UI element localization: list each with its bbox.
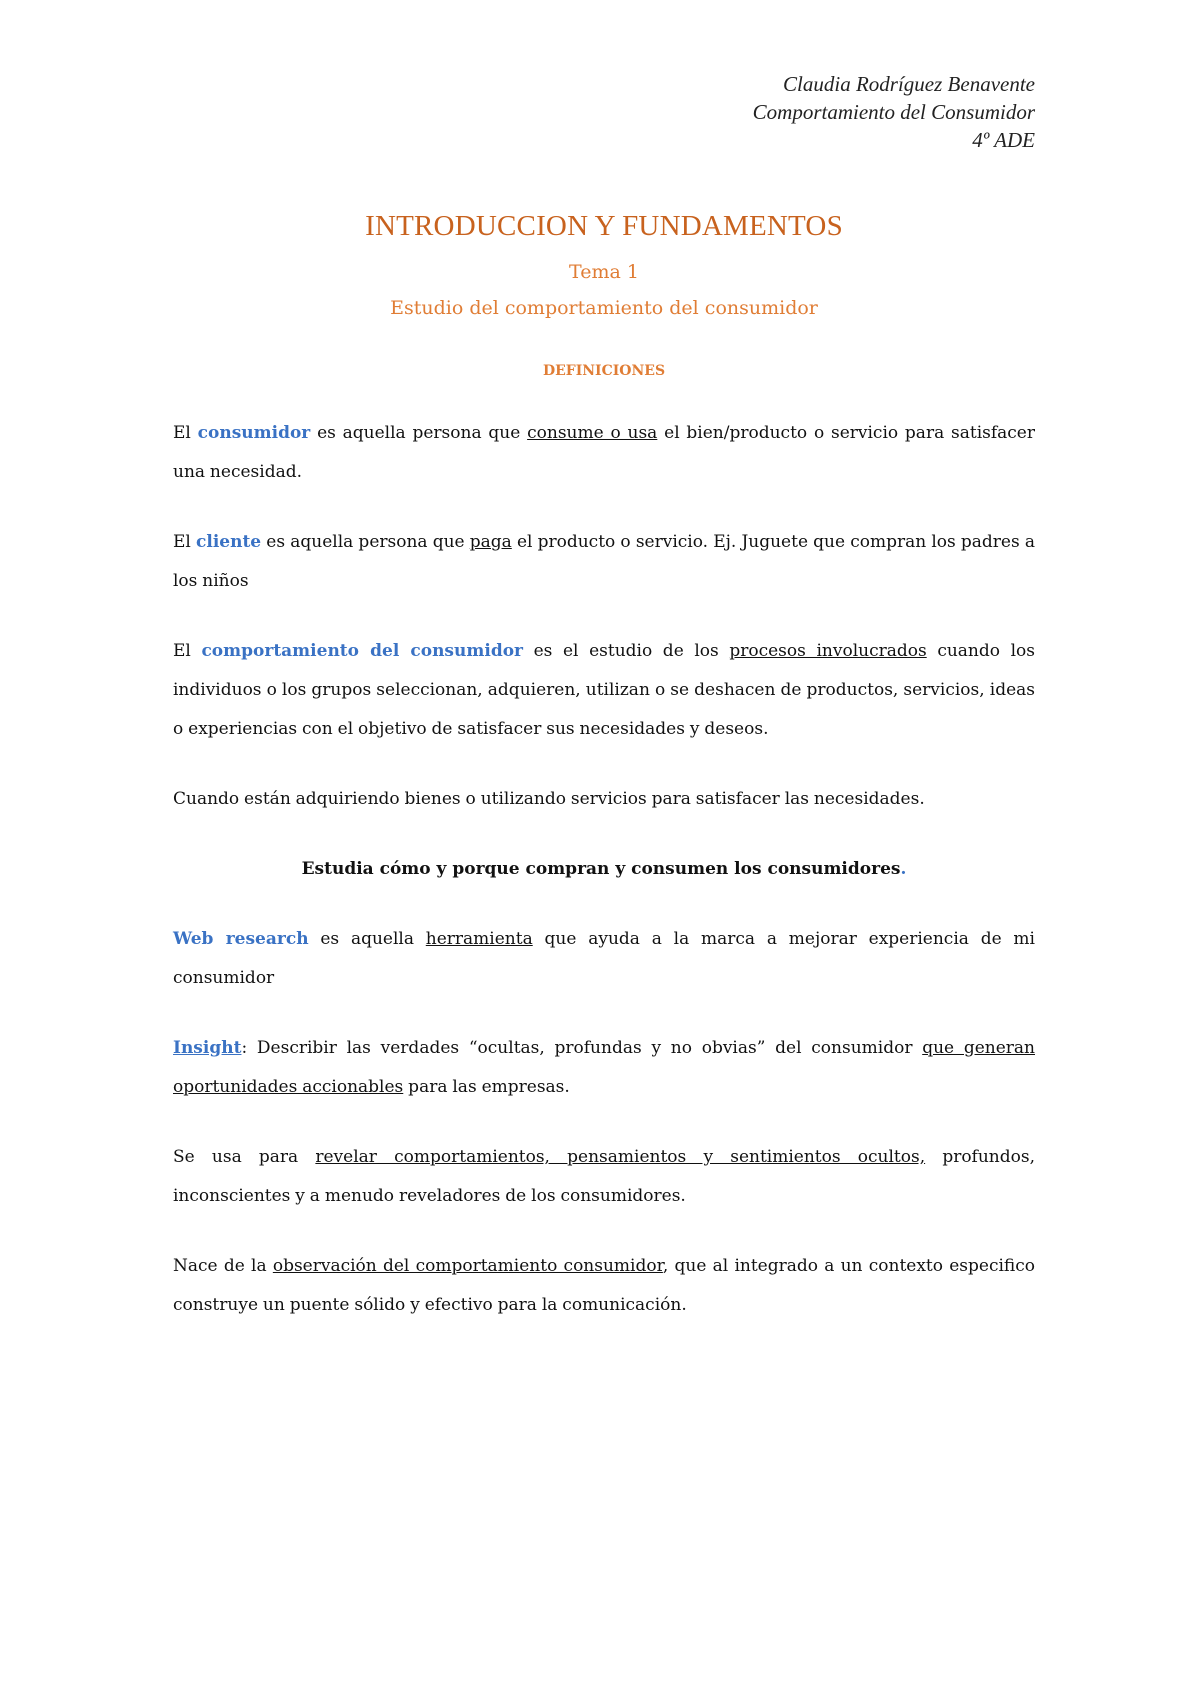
section-heading: DEFINICIONES [542,363,666,379]
text-run: El [173,532,197,552]
paragraph-se-usa [173,1138,1035,1216]
course-level: 4º ADE [972,128,1035,152]
underlined-text: que generan oportunidades accionables [173,1038,1035,1097]
text-run: Estudia cómo y porque compran y consumen los consumidores [301,859,901,879]
underlined-text: observación del comportamiento consumidor [272,1256,663,1276]
underlined-text: consume o usa [527,423,658,443]
document-page [173,70,1035,1325]
term-highlight: Insight [173,1038,242,1058]
text-run: Nace de la [173,1256,273,1276]
underlined-text: revelar comportamientos, pensamientos y sentimientos ocultos, [315,1147,926,1167]
key-statement [173,850,1035,889]
text-run: que ayuda a la marca a mejorar experiencia de mi consumidor [173,929,1035,988]
term-highlight: Web research [173,929,309,949]
term-highlight: consumidor [197,423,311,443]
text-run: el producto o servicio. Ej. Juguete que compran los padres a los niños [173,532,1035,591]
paragraph-web-research [173,920,1035,998]
text-run: es aquella persona que [310,423,528,443]
text-run: , que al integrado a un contexto especifico construye un puente sólido y efectivo para la comunicación. [173,1256,1036,1315]
text-run: Se usa para [173,1147,316,1167]
author-name: Claudia Rodríguez Benavente [783,72,1035,96]
term-highlight: cliente [196,532,262,552]
text-run: cuando los individuos o los grupos seleccionan, adquieren, utilizan o se deshacen de productos, servicios, ideas o experiencias con el objetivo de satisfacer sus necesidades y deseos. [173,641,1035,739]
underlined-text: paga [469,532,512,552]
text-run: . [900,859,907,879]
text-run: : Describir las verdades “ocultas, profundas y no obvias” del consumidor [241,1038,923,1058]
paragraph-insight [173,1029,1035,1107]
underlined-text: procesos involucrados [729,641,927,661]
paragraph-comportamiento [173,632,1035,749]
topic-subtitle: Estudio del comportamiento del consumidor [390,297,818,319]
paragraph-adquiriendo: Cuando están adquiriendo bienes o utilizando servicios para satisfacer las necesidades. [173,789,925,809]
text-run: El [173,641,202,661]
text-run: profundos, inconscientes y a menudo reveladores de los consumidores. [173,1147,1035,1206]
underlined-text: herramienta [425,929,533,949]
document-header [173,70,1035,154]
course-name: Comportamiento del Consumidor [752,100,1035,124]
text-run: es aquella [308,929,426,949]
text-run: es el estudio de los [523,641,730,661]
text-run: para las empresas. [403,1077,570,1097]
text-run: el bien/producto o servicio para satisfacer una necesidad. [173,423,1035,482]
text-run: es aquella persona que [261,532,470,552]
paragraph-nace [173,1247,1035,1325]
document-title: INTRODUCCION Y FUNDAMENTOS [365,210,843,242]
topic-number: Tema 1 [569,261,639,283]
text-run: El [173,423,198,443]
paragraph-cliente [173,523,1035,601]
paragraph-consumidor [173,414,1035,492]
term-highlight: comportamiento del consumidor [201,641,523,661]
